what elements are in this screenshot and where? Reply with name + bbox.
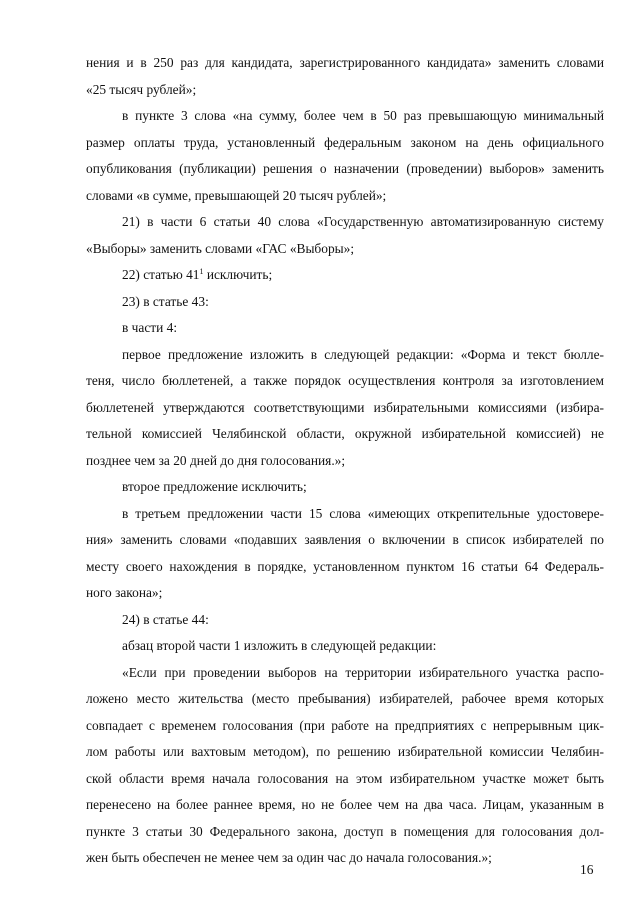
superscript: 1: [199, 267, 204, 276]
text-line: ской области время начала голосования на этом избирательном участке может быть: [86, 770, 604, 786]
text-line: «Выборы» заменить словами «ГАС «Выборы»;: [86, 240, 355, 256]
text-line: месту своего нахождения в порядке, установленном пунктом 16 статьи 64 Федераль-: [86, 558, 604, 574]
text-line: первое предложение изложить в следующей редакции: «Форма и текст бюлле-: [122, 346, 604, 362]
text-line: ложено место жительства (место пребывания) избирателей, рабочее время которых: [86, 691, 604, 706]
text-line: жен быть обеспечен не менее чем за один час до начала голосования.»;: [86, 850, 492, 865]
text-line: «25 тысяч рублей»;: [86, 81, 197, 97]
text-line: абзац второй части 1 изложить в следующей редакции:: [122, 638, 437, 653]
text-line: 21) в части 6 статьи 40 слова «Государственную автоматизированную систему: [122, 214, 604, 229]
text-line: 23) в статье 43:: [122, 293, 209, 309]
text-line: в пункте 3 слова «на сумму, более чем в 50 раз превышающую минимальный: [122, 108, 604, 123]
text-line: «Если при проведении выборов на территории избирательного участка распо-: [122, 664, 604, 680]
text-line: размер оплаты труда, установленный федеральным законом на день официального: [86, 134, 604, 150]
text-line: нения и в 250 раз для кандидата, зарегистрированного кандидата» заменить словами: [86, 55, 604, 70]
text-line: ного закона»;: [86, 585, 163, 600]
page-number: 16: [580, 862, 594, 877]
text-line: в третьем предложении части 15 слова «имеющих открепительные удостовере-: [122, 505, 604, 521]
text-line: опубликования (публикации) решения о назначении (проведении) выборов» заменить: [86, 161, 604, 176]
text-line: 24) в статье 44:: [122, 611, 209, 627]
text-line: словами «в сумме, превышающей 20 тысяч рублей»;: [86, 187, 387, 203]
text-line: позднее чем за 20 дней до дня голосования.»;: [86, 452, 346, 468]
text-line: теня, число бюллетеней, а также порядок осуществления контроля за изготовлением: [86, 373, 604, 388]
text-line: бюллетеней утверждаются соответствующими избирательными комиссиями (избира-: [86, 399, 604, 415]
text-line: перенесено на более раннее время, но не более чем на два часа. Лицам, указанным в: [86, 797, 604, 812]
text-line: второе предложение исключить;: [122, 479, 307, 494]
text-line: совпадает с временем голосования (при работе на предприятиях с непрерывным цик-: [86, 717, 604, 733]
text-line: лом работы или вахтовым методом), по решению избирательной комиссии Челябин-: [86, 744, 604, 759]
text-line: в части 4:: [122, 320, 178, 335]
text-line: 22) статью $41^1$ исключить;: [122, 267, 273, 282]
text-line: пункте 3 статьи 30 Федерального закона, доступ в помещения для голосования дол-: [86, 823, 604, 839]
text-line: ния» заменить словами «подавших заявления о включении в список избирателей по: [86, 532, 604, 547]
document-body: [86, 50, 604, 872]
text-line: тельной комиссией Челябинской области, окружной избирательной комиссией) не: [86, 426, 604, 441]
